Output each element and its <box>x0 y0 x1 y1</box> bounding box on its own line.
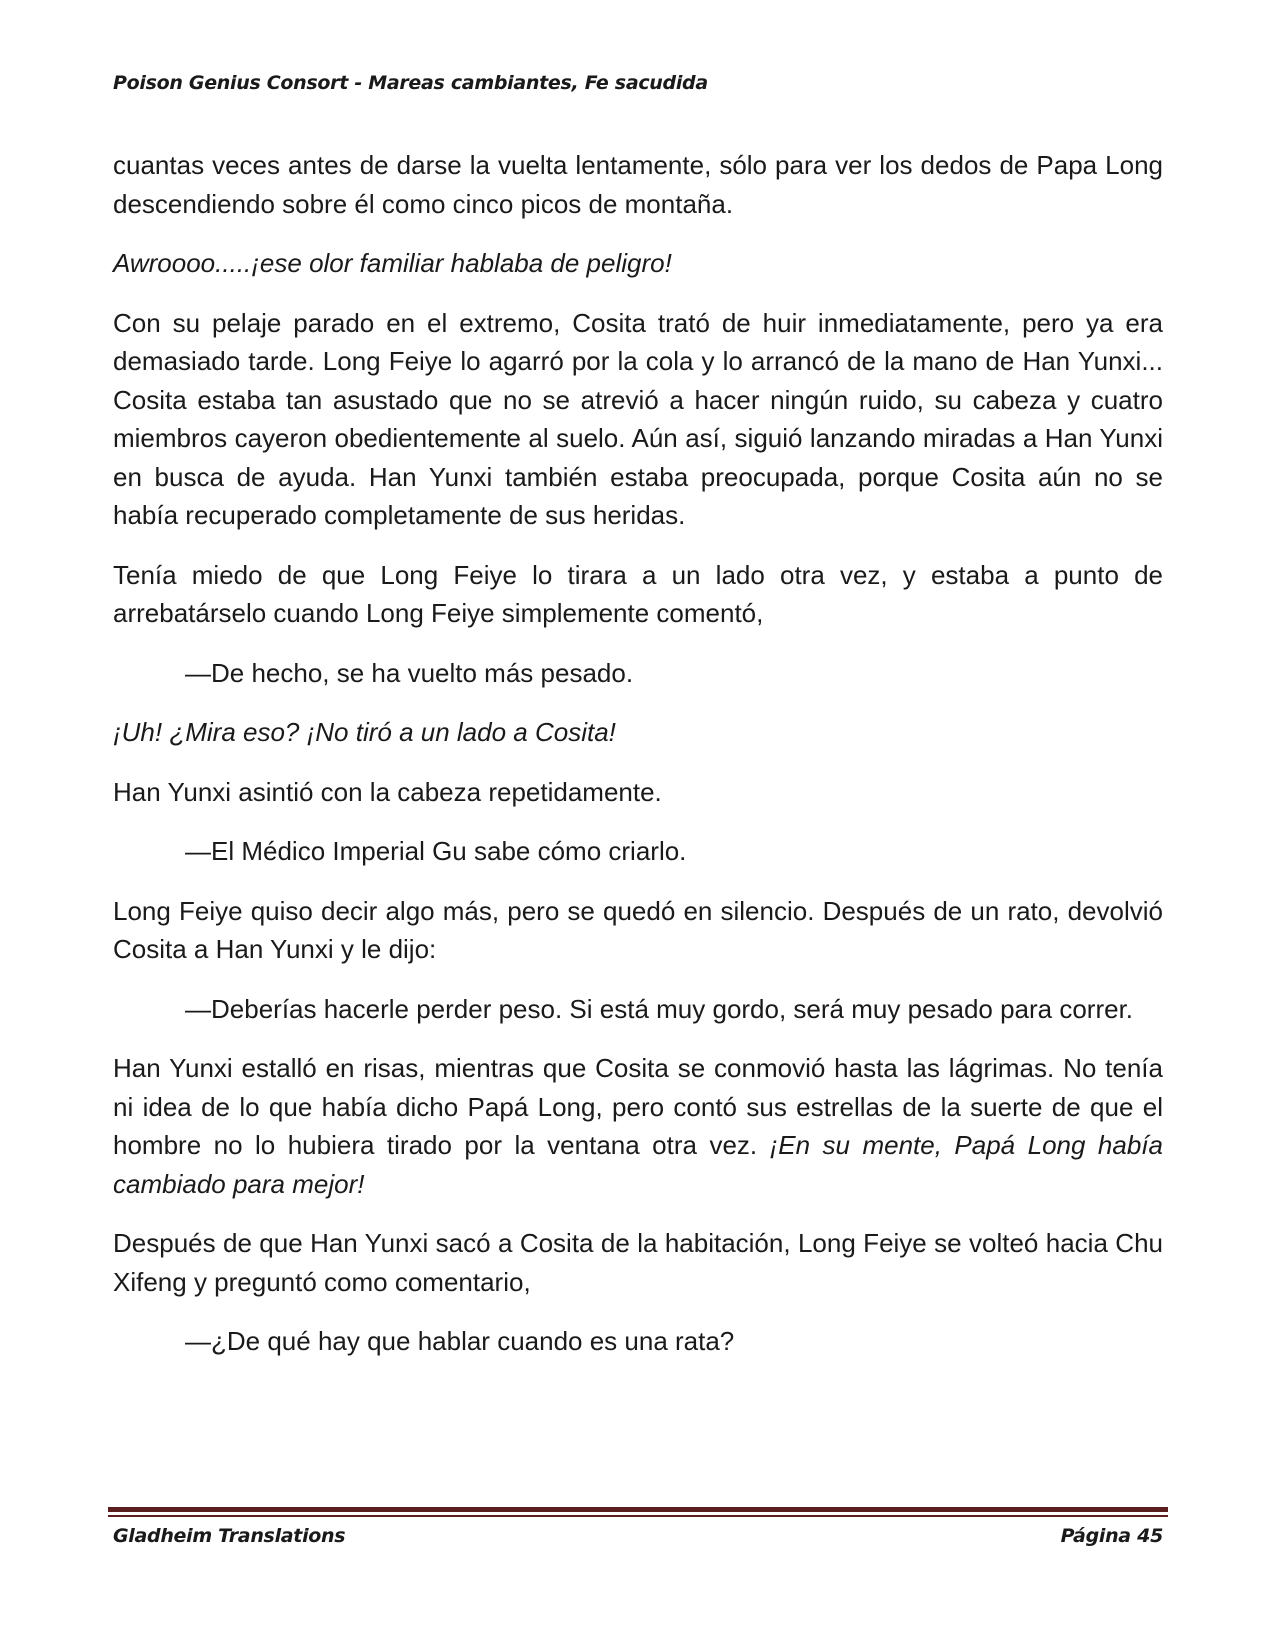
paragraph: cuantas veces antes de darse la vuelta lentamente, sólo para ver los dedos de Papa Long descendiendo sobre él como cinco picos de montaña. <box>113 150 1163 219</box>
paragraph-italic: Awroooo.....¡ese olor familiar hablaba de peligro! <box>113 248 672 278</box>
dialogue-line: —Deberías hacerle perder peso. Si está muy gordo, será muy pesado para correr. <box>185 993 1134 1024</box>
paragraph: Con su pelaje parado en el extremo, Cosita trató de huir inmediatamente, pero ya era demasiado tarde. Long Feiye lo agarró por la cola y lo arrancó de la mano de Han Yunxi... Cosita estaba tan asustado que no se atrevió a hacer ningún ruido, su cabeza y cuatro miembros cayeron obedientemente al suelo. Aún así, siguió lanzando miradas a Han Yunxi en busca de ayuda. Han Yunxi también estaba preocupada, porque Cosita aún no se había recuperado completamente de sus heridas. <box>113 307 1163 530</box>
dialogue-line: —De hecho, se ha vuelto más pesado. <box>185 657 634 688</box>
footer-rule-thick <box>108 1507 1168 1512</box>
footer-publisher: Gladheim Translations <box>113 1525 346 1547</box>
paragraph-italic-tail: ¡En su mente, Papá Long había cambiado para mejor! <box>113 1130 1163 1199</box>
footer-page-number: Página 45 <box>1060 1525 1163 1547</box>
paragraph: Tenía miedo de que Long Feiye lo tirara a un lado otra vez, y estaba a punto de arrebatárselo cuando Long Feiye simplemente comentó, <box>113 559 1163 628</box>
paragraph: Han Yunxi asintió con la cabeza repetidamente. <box>113 776 662 807</box>
page-body <box>113 146 1163 1382</box>
paragraph: Long Feiye quiso decir algo más, pero se quedó en silencio. Después de un rato, devolvió Cosita a Han Yunxi y le dijo: <box>113 895 1163 964</box>
paragraph: Después de que Han Yunxi sacó a Cosita de la habitación, Long Feiye se volteó hacia Chu Xifeng y preguntó como comentario, <box>113 1228 1163 1297</box>
dialogue-line: —El Médico Imperial Gu sabe cómo criarlo. <box>185 836 687 866</box>
running-header: Poison Genius Consort - Mareas cambiantes, Fe sacudida <box>113 72 708 94</box>
dialogue-line: —¿De qué hay que hablar cuando es una rata? <box>185 1326 735 1356</box>
paragraph-text: Han Yunxi estalló en risas, mientras que Cosita se conmovió hasta las lágrimas. No tenía ni idea de lo que había dicho Papá Long, pero contó sus estrellas de la suerte de que el hombre no lo hubiera tirado por la ventana otra vez. <box>113 1053 1163 1160</box>
paragraph-italic: ¡Uh! ¿Mira eso? ¡No tiró a un lado a Cosita! <box>113 717 616 747</box>
footer-rule-thin <box>108 1515 1168 1517</box>
paragraph-mixed <box>113 1049 1163 1203</box>
